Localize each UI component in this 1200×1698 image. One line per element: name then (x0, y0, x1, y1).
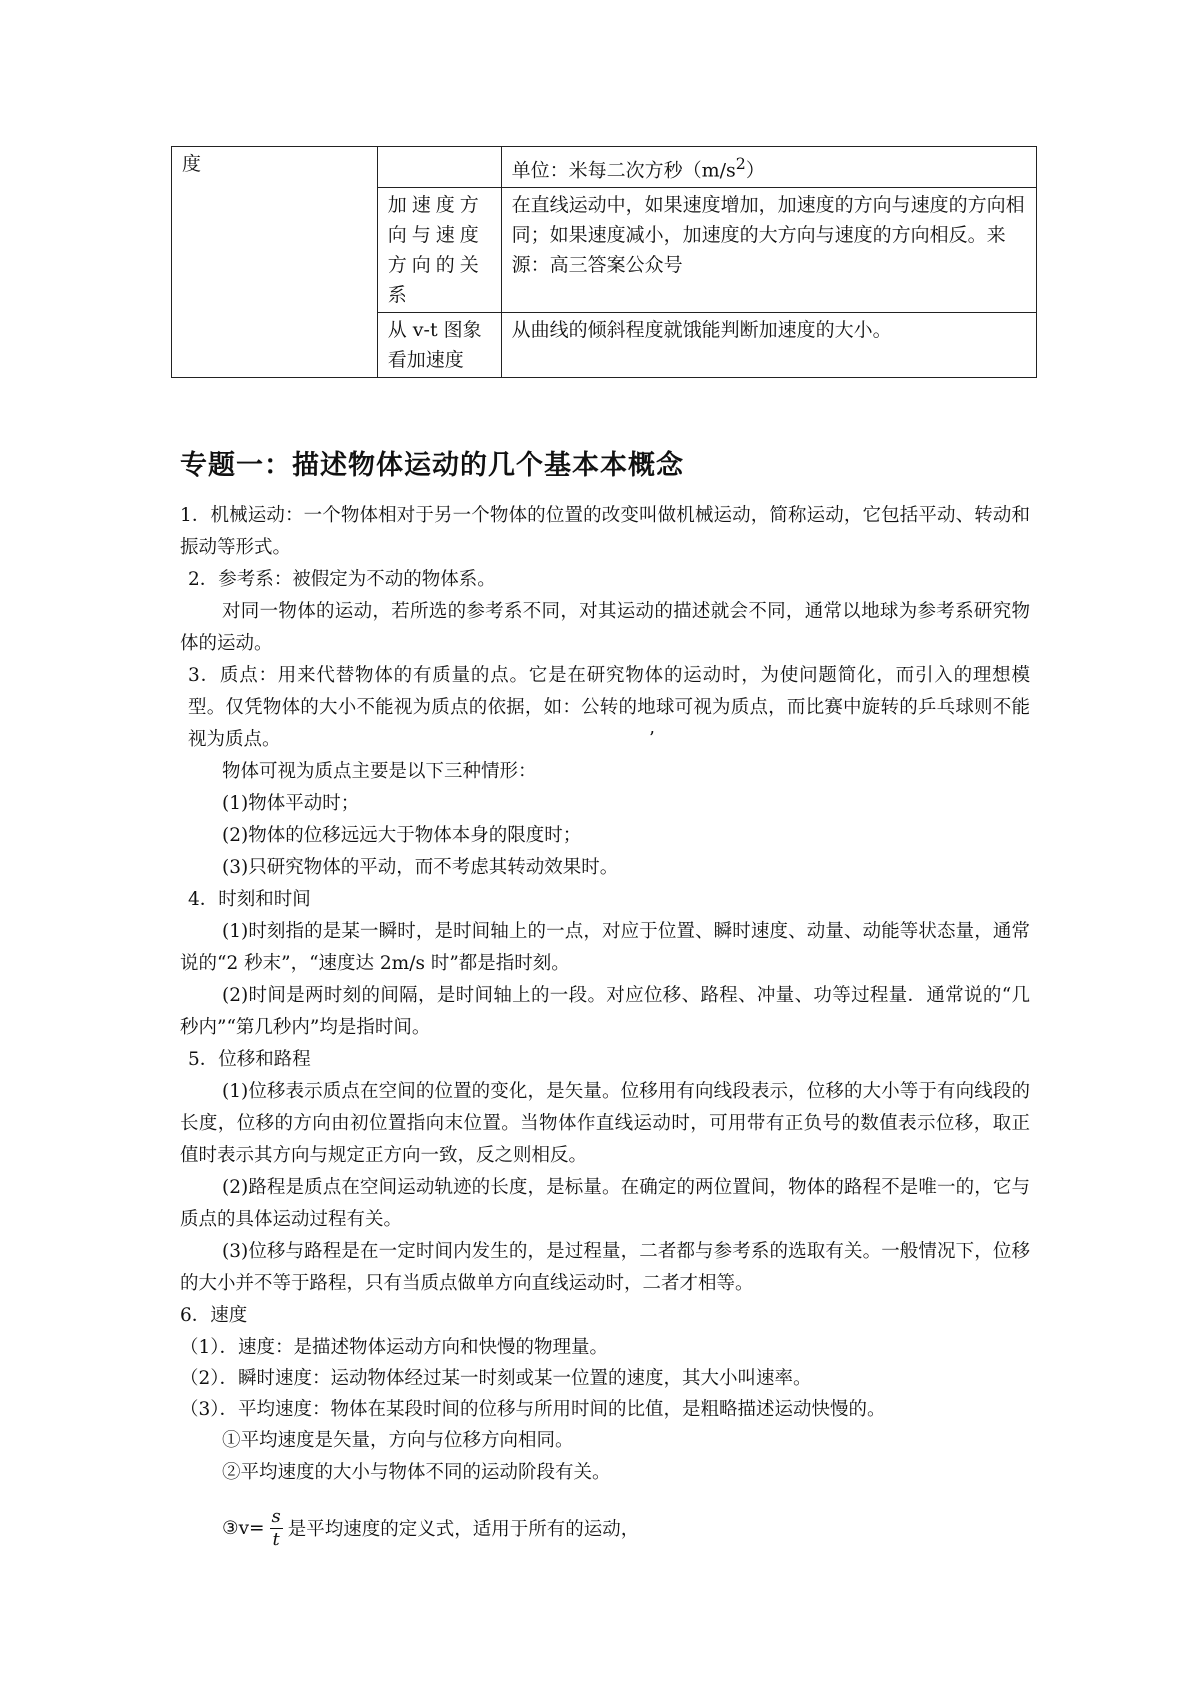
paragraph-moment: (1)时刻指的是某一瞬时，是时间轴上的一点，对应于位置、瞬时速度、动量、动能等状态量，通常说的“2 秒末”，“速度达 2m/s 时”都是指时刻。 (180, 921, 1030, 974)
paragraph-path: (2)路程是质点在空间运动轨迹的长度，是标量。在确定的两位置间，物体的路程不是唯一的，它与质点的具体运动过程有关。 (180, 1177, 1030, 1230)
table-cell-term (172, 147, 378, 378)
list-item: (1)物体平动时； (222, 793, 360, 814)
list-item: ②平均速度的大小与物体不同的运动阶段有关。 (222, 1462, 611, 1483)
definition-table (171, 146, 1037, 378)
stray-mark: ’ (649, 728, 655, 749)
paragraph-reference-note: 对同一物体的运动，若所选的参考系不同，对其运动的描述就会不同，通常以地球为参考系研究物体的运动。 (180, 601, 1030, 654)
paragraph-time-heading: 4．时刻和时间 (188, 889, 311, 910)
fraction (269, 1506, 284, 1551)
paragraph-average-velocity: （3）．平均速度：物体在某段时间的位移与所用时间的比值，是粗略描述运动快慢的。 (180, 1399, 886, 1420)
paragraph-interval: (2)时间是两时刻的间隔，是时间轴上的一段。对应位移、路程、冲量、功等过程量．通常说的“几秒内”“第几秒内”均是指时间。 (180, 985, 1030, 1038)
paragraph-particle: 3．质点：用来代替物体的有质量的点。它是在研究物体的运动时，为使问题简化，而引入的理想模型。仅凭物体的大小不能视为质点的依据，如：公转的地球可视为质点，而比赛中旋转的乒乓球则不能视为质点。 (188, 665, 1030, 750)
desc-text: 在直线运动中，如果速度增加，加速度的方向与速度的方向相同；如果速度减小，加速度的大方向与速度的方向相反。来源：高三答案公众号 (511, 194, 1025, 277)
table-cell-desc (501, 147, 1036, 188)
paragraph-displacement: (1)位移表示质点在空间的位置的变化，是矢量。位移用有向线段表示，位移的大小等于有向线段的长度，位移的方向由初位置指向末位置。当物体作直线运动时，可用带有正负号的数值表示位移，取正值时表示其方向与规定正方向一致，反之则相反。 (180, 1081, 1030, 1166)
unit-text-end: ） (745, 159, 765, 182)
paragraph-particle-cases: 物体可视为质点主要是以下三种情形： (222, 761, 537, 782)
term-text: 度 (182, 153, 202, 175)
section-heading: 专题一：描述物体运动的几个基本本概念 (180, 450, 684, 481)
table-cell-desc (501, 313, 1036, 378)
list-item: (2)物体的位移远远大于物体本身的限度时； (222, 825, 582, 846)
fraction-numerator: s (271, 1505, 281, 1527)
paragraph-reference-frame: 2．参考系：被假定为不动的物体系。 (188, 569, 496, 590)
table-row (172, 147, 1037, 188)
aspect-text: 从 v-t 图象看加速度 (387, 319, 482, 372)
paragraph-displacement-heading: 5．位移和路程 (188, 1049, 311, 1070)
formula-suffix: 是平均速度的定义式，适用于所有的运动， (287, 1519, 640, 1540)
average-velocity-formula (180, 1499, 1030, 1557)
aspect-text: 加速度方向与速度方向的关系 (387, 194, 484, 307)
paragraph-instant-velocity: （2）．瞬时速度：运动物体经过某一时刻或某一位置的速度，其大小叫速率。 (180, 1368, 812, 1389)
unit-text: 单位：米每二次方秒（m/s (511, 159, 736, 182)
unit-superscript: 2 (735, 154, 746, 173)
table-cell-aspect (377, 188, 501, 313)
paragraph-velocity-heading: 6．速度 (180, 1305, 248, 1326)
paragraph-velocity: （1）．速度：是描述物体运动方向和快慢的物理量。 (180, 1337, 609, 1358)
table-cell-aspect (377, 313, 501, 378)
desc-text: 从曲线的倾斜程度就饿能判断加速度的大小。 (511, 319, 892, 342)
table-cell-desc (501, 188, 1036, 313)
fraction-denominator: t (270, 1528, 283, 1551)
table-cell-aspect (377, 147, 501, 188)
list-item: (3)只研究物体的平动，而不考虑其转动效果时。 (222, 857, 619, 878)
body-text (180, 500, 1030, 1557)
list-item: ①平均速度是矢量，方向与位移方向相同。 (222, 1430, 574, 1451)
paragraph-mechanical-motion: 1．机械运动：一个物体相对于另一个物体的位置的改变叫做机械运动，简称运动，它包括平动、转动和振动等形式。 (180, 505, 1030, 558)
formula-prefix: ③v= (222, 1517, 265, 1539)
paragraph-displacement-vs-path: (3)位移与路程是在一定时间内发生的，是过程量，二者都与参考系的选取有关。一般情况下，位移的大小并不等于路程，只有当质点做单方向直线运动时，二者才相等。 (180, 1241, 1030, 1294)
